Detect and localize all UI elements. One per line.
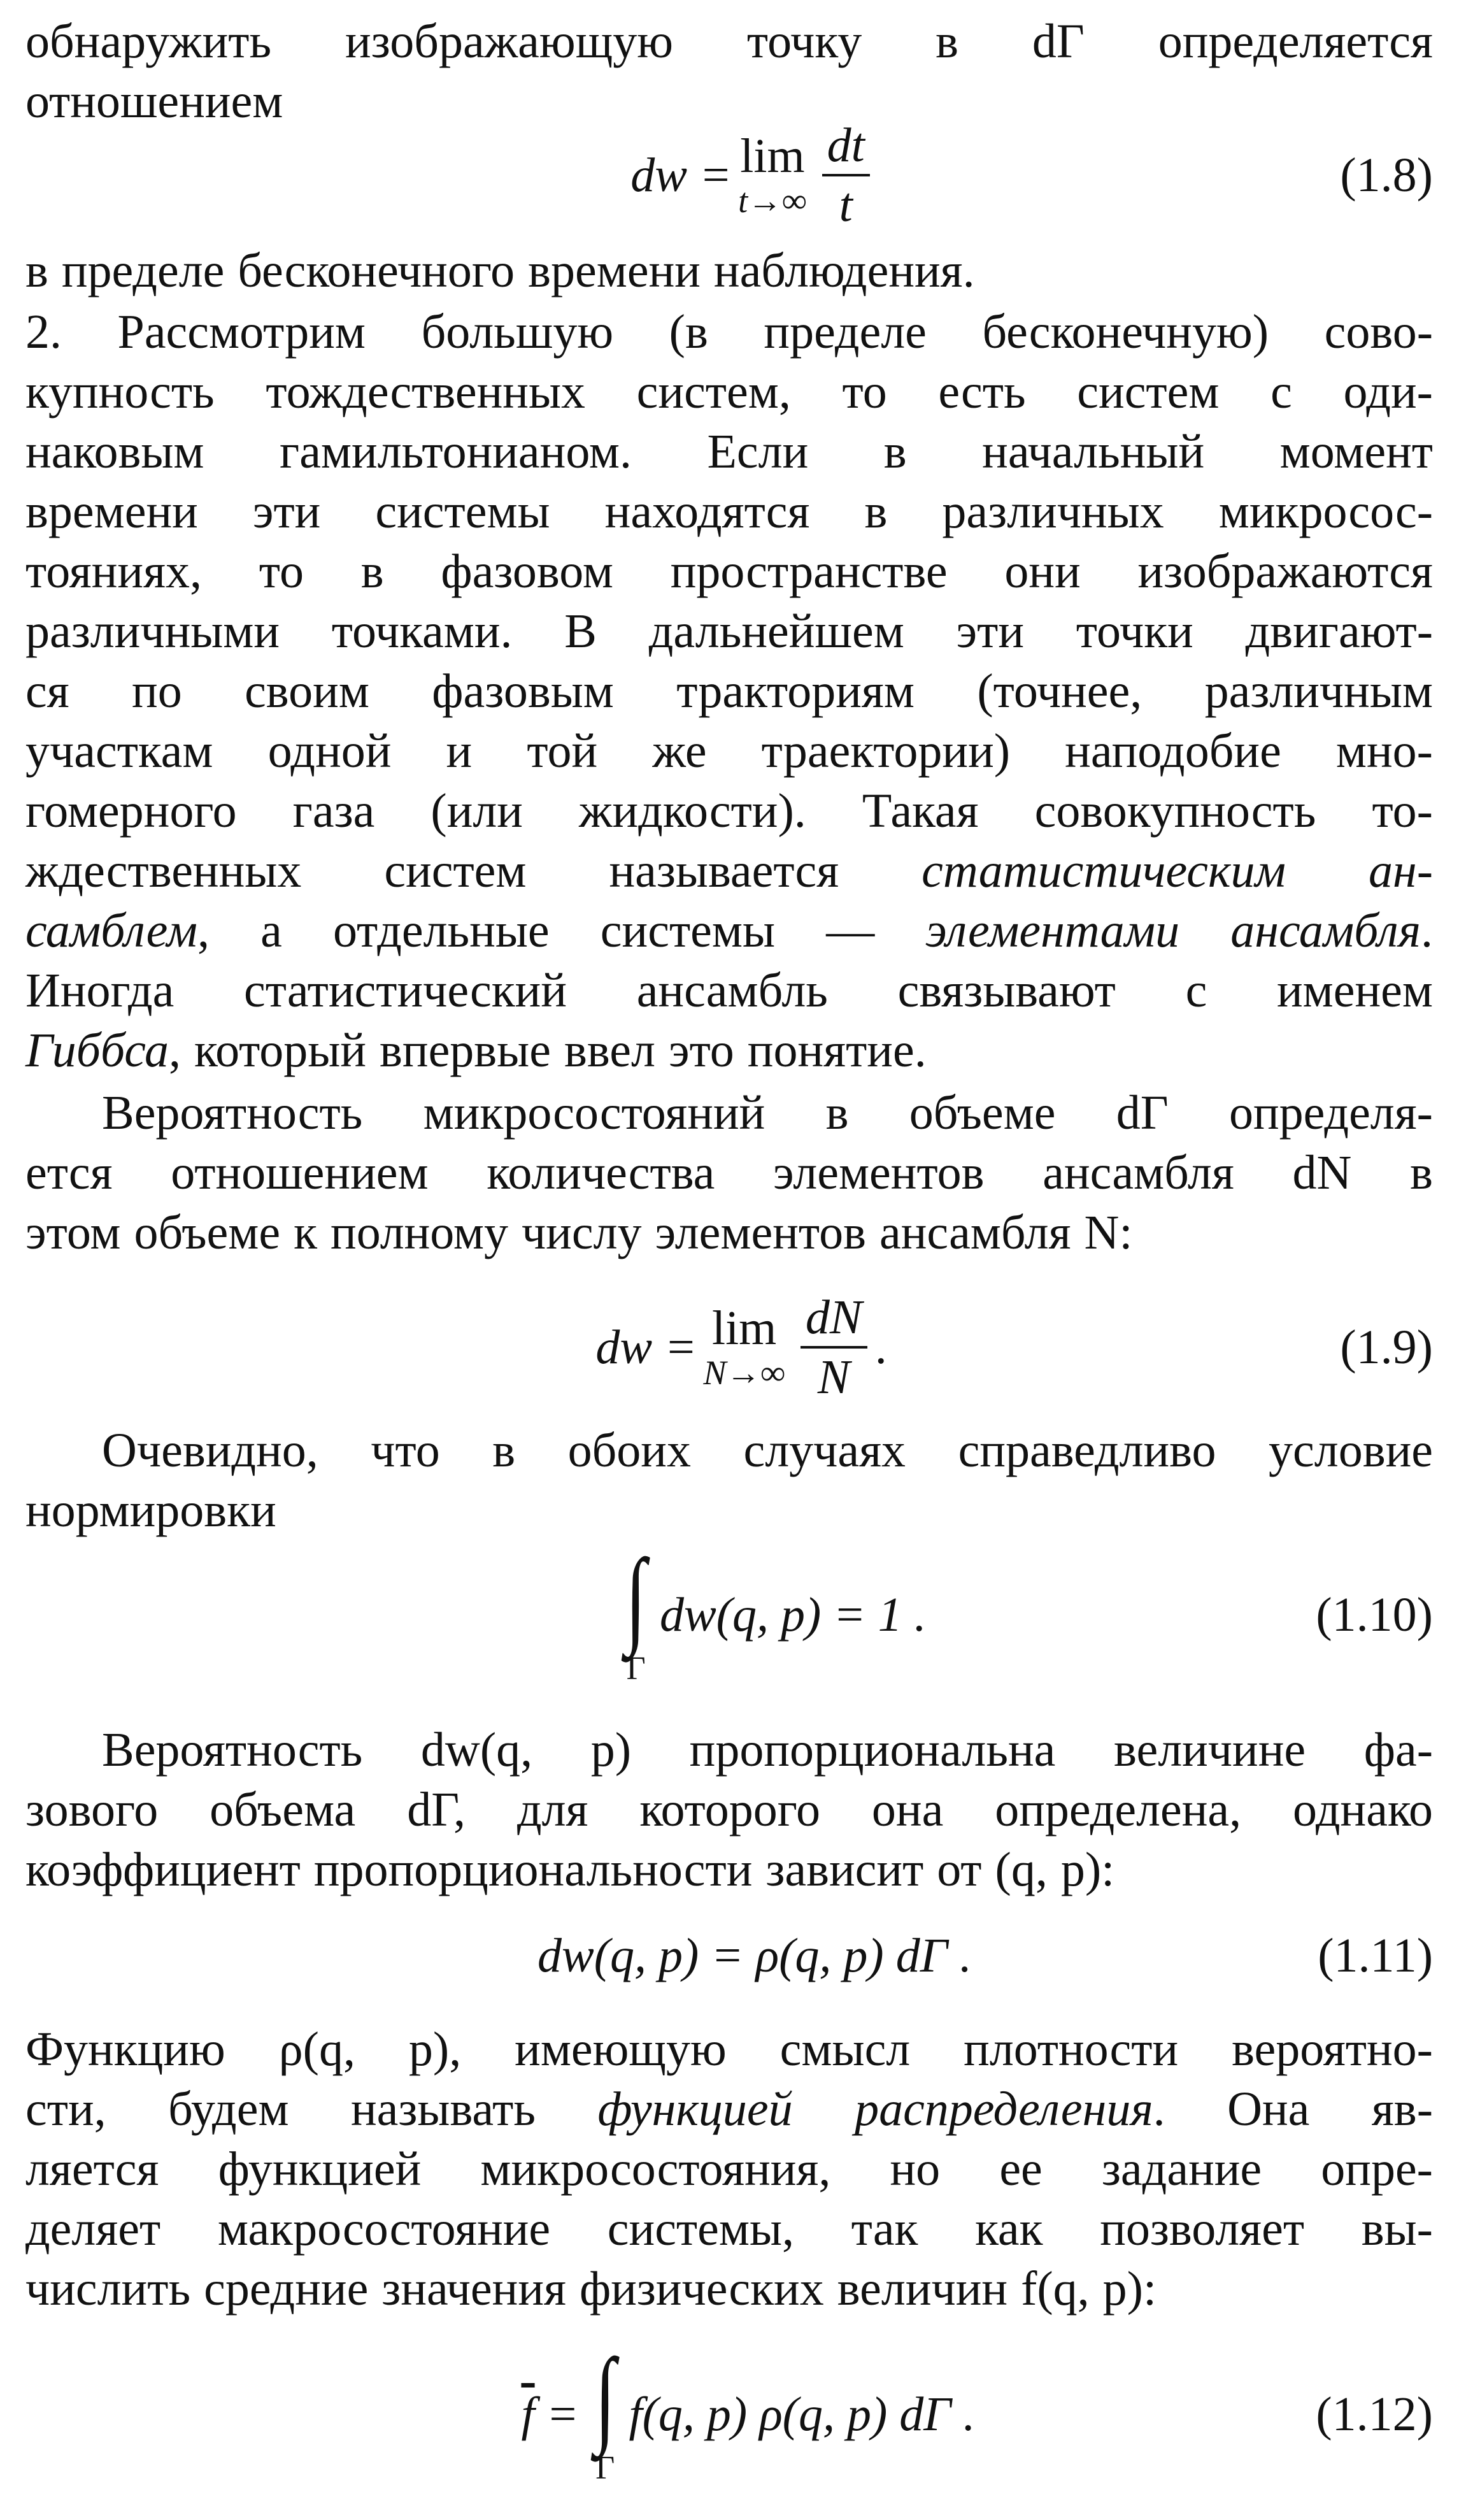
text-run: ждественных систем называется [25,844,839,898]
text-line: деляет макросостояние системы, так как позволяет вы- [25,2202,1433,2256]
text-line [25,1020,1433,1080]
fraction [801,1289,867,1406]
text-line: обнаружить изображающую точку в dΓ определяется [25,15,1433,68]
text-line: различными точками. В дальнейшем эти точки двигают- [25,605,1433,658]
text-line: в пределе бесконечного времени наблюдения. [25,244,975,297]
text-run: . Она яв- [1153,2082,1433,2136]
text-line: купность тождественных систем, то есть систем с оди- [25,365,1433,419]
text-run: , а отдельные системы — [197,904,875,957]
text-line: Вероятность dw(q, p) пропорциональна величине фа- [102,1723,1433,1777]
limit-operator [703,1303,785,1392]
text-line: ся по своим фазовым тракториям (точнее, различным [25,664,1433,718]
text-line: Функцию ρ(q, p), имеющую смысл плотности вероятно- [25,2022,1433,2076]
paragraph-5 [25,1421,1433,1540]
text-line: отношением [25,75,283,128]
text-line [25,2079,1433,2139]
text-line: коэффициент пропорциональности зависит от (q, p): [25,1843,1115,1896]
text-line: Вероятность микросостояний в объеме dΓ определя- [102,1086,1433,1140]
text-line: участкам одной и той же траектории) наподобие мно- [25,724,1433,778]
page [25,0,1433,2520]
equation-number: (1.10) [1316,1588,1433,1642]
numerator: dt [822,117,870,176]
lim-subscript: t→∞ [738,182,807,220]
numerator: dN [801,1289,867,1349]
text-run: , который впервые ввел это понятие. [169,1024,927,1077]
paragraph-4 [25,1083,1433,1263]
text-line: Иногда статистический ансамбль связывают с именем [25,964,1433,1017]
integral-limit: Γ [626,1650,646,1687]
text-run: . [1421,904,1434,957]
text-line: наковым гамильтонианом. Если в начальный момент [25,425,1433,478]
fraction [822,117,870,234]
name-italic: Гиббса [25,1024,169,1077]
paragraph-6 [25,1720,1433,1900]
term-italic: элементами ансамбля [925,904,1421,957]
text-line: ется отношением количества элементов ансамбля dN в [25,1146,1433,1199]
integral-operator [590,2337,620,2486]
term-italic: самблем [25,904,197,957]
lim-word: lim [740,129,805,183]
lim-word: lim [711,1301,777,1355]
text-run: сти, будем называть [25,2082,536,2136]
term-italic: статистическим ан- [922,844,1433,898]
text-line: зового объема dΓ, для которого она определена, однако [25,1783,1433,1836]
f-bar: $\overline{f}$ [521,2388,535,2441]
text-line: времени эти системы находятся в различных микросос- [25,485,1433,538]
equation-1-8 [25,108,1433,242]
text-line: нормировки [25,1484,276,1537]
lim-subscript: N→∞ [703,1354,785,1392]
paragraph-2 [25,241,1433,301]
equation-number: (1.9) [1340,1321,1433,1374]
integral-limit: Γ [595,2450,615,2486]
text-line: числить средние значения физических величин f(q, p): [25,2262,1157,2316]
paragraph-7 [25,2019,1433,2319]
equation-number: (1.8) [1340,148,1433,202]
text-line: 2. Рассмотрим большую (в пределе бесконечную) сово- [25,305,1433,359]
eq-lhs: dw = [630,148,732,202]
eq-equals: = [546,2388,579,2441]
eq-expression: f(q, p) ρ(q, p) dΓ . [629,2388,976,2441]
equation-number: (1.11) [1318,1929,1433,1982]
equation-1-12 [25,2331,1433,2497]
integral-sign: ∫ [594,2337,616,2456]
text-line: ляется функцией микросостояния, но ее задание опре- [25,2142,1433,2196]
text-line: тояниях, то в фазовом пространстве они изображаются [25,545,1433,598]
text-line: Очевидно, что в обоих случаях справедливо условие [102,1424,1433,1477]
text-line: этом объеме к полному числу элементов ансамбля N: [25,1206,1133,1259]
integral-operator [621,1537,651,1687]
limit-operator [738,131,807,220]
equation-1-10 [25,1535,1433,1694]
denominator: t [839,178,853,232]
eq-tail: . [876,1321,888,1374]
text-line: гомерного газа (или жидкости). Такая совокупность то- [25,784,1433,838]
paragraph-3 [25,302,1433,1080]
equation-1-9 [25,1280,1433,1414]
text-line [25,841,1433,901]
denominator: N [817,1350,850,1404]
term-italic: функцией распределения [597,2082,1153,2136]
eq-lhs: dw = [595,1321,697,1374]
eq-expression: dw(q, p) = 1 . [659,1588,927,1642]
text-line [25,901,1433,961]
eq-expression: dw(q, p) = ρ(q, p) dΓ . [537,1929,972,1982]
integral-sign: ∫ [625,1537,646,1657]
equation-1-11 [25,1911,1433,2000]
equation-number: (1.12) [1316,2388,1433,2441]
